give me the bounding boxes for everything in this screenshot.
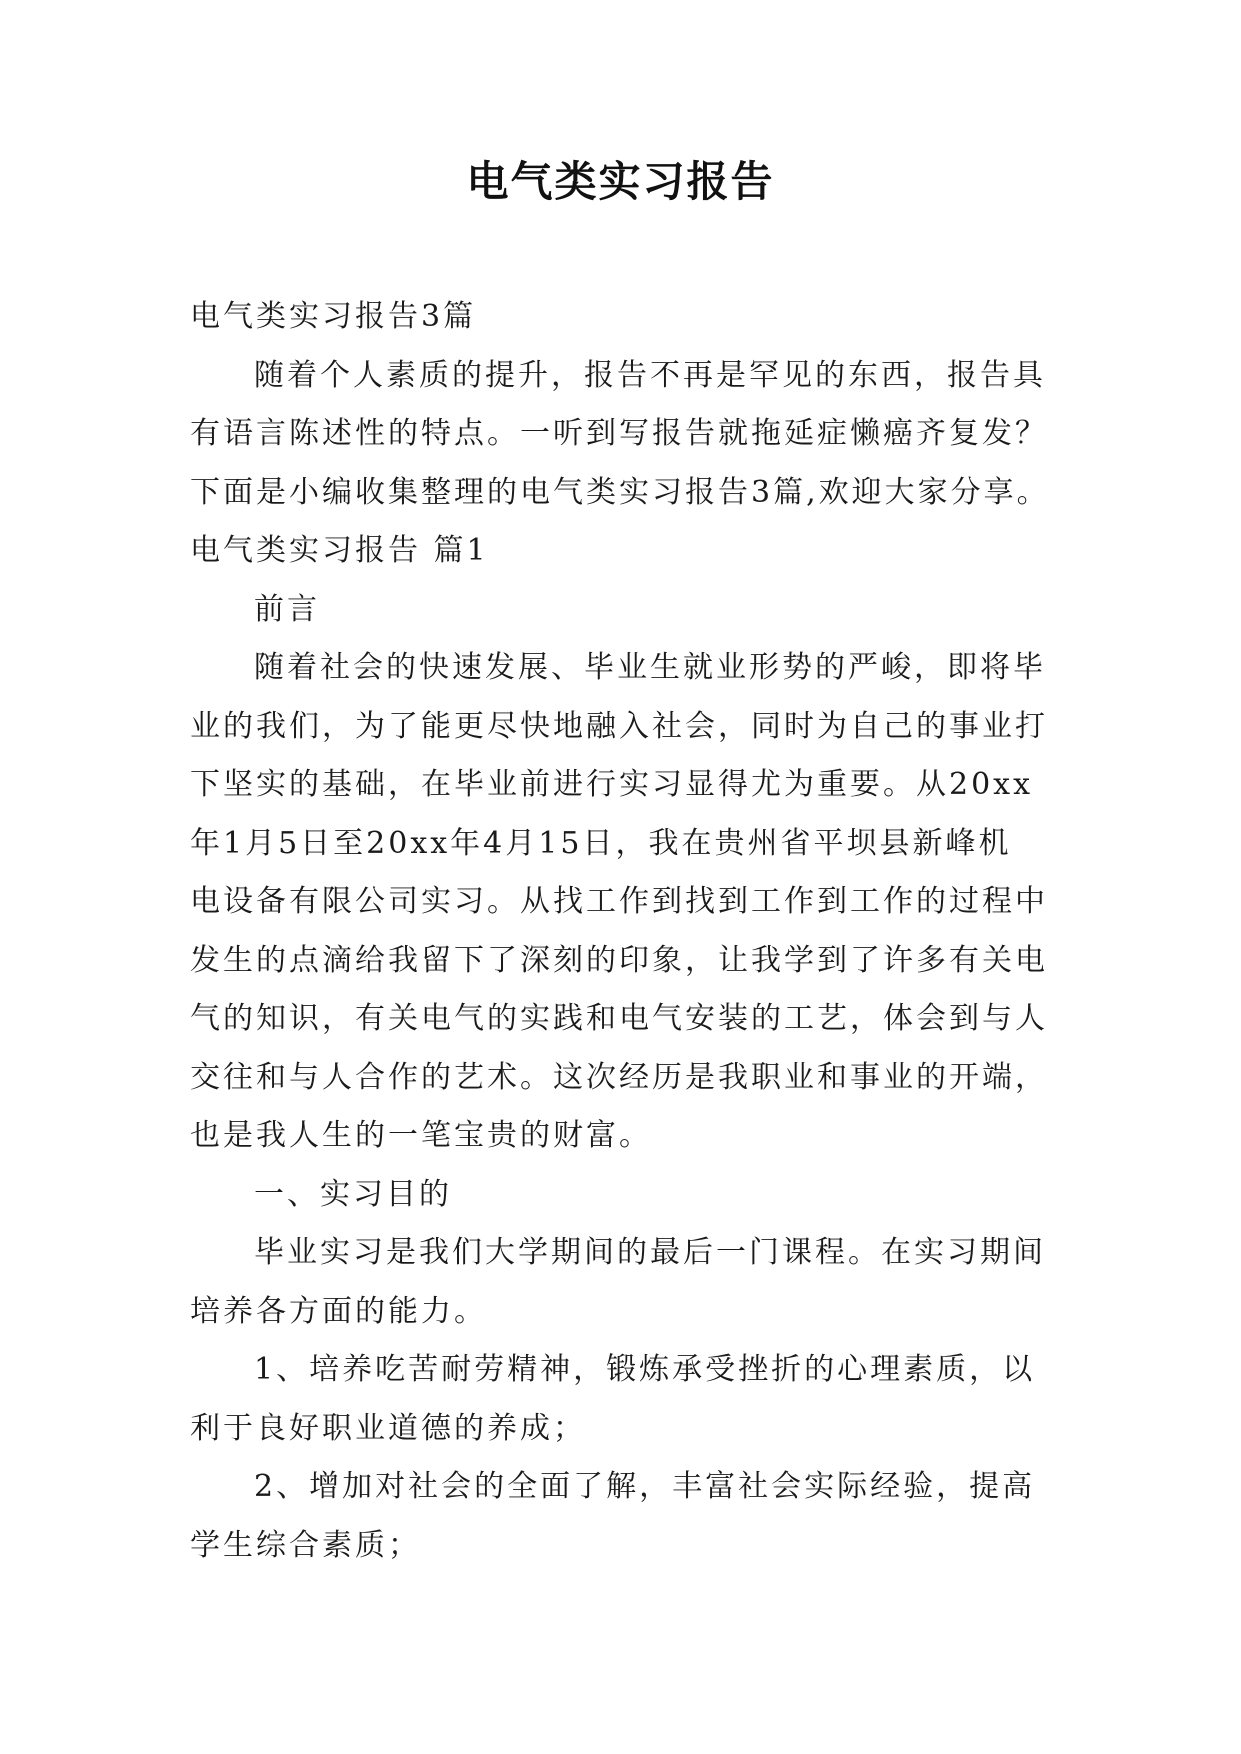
preface-heading: 前言 (254, 591, 320, 627)
list-item-line: 利于良好职业道德的养成； (190, 1410, 586, 1446)
subtitle-line: 电气类实习报告3篇 (190, 299, 477, 334)
list-item-line: 1、培养吃苦耐劳精神，锻炼承受挫折的心理素质，以 (254, 1352, 1036, 1387)
preface-paragraph-line: 下坚实的基础，在毕业前进行实习显得尤为重要。从20xx (190, 767, 1034, 802)
preface-paragraph-line: 电设备有限公司实习。从找工作到找到工作到工作的过程中 (190, 884, 1048, 919)
preface-paragraph-line: 随着社会的快速发展、毕业生就业形势的严峻，即将毕 (254, 650, 1046, 685)
list-item-line: 2、增加对社会的全面了解，丰富社会实际经验，提高 (254, 1469, 1036, 1504)
preface-paragraph-line: 气的知识，有关电气的实践和电气安装的工艺，体会到与人 (190, 1001, 1048, 1036)
preface-paragraph-line: 年1月5日至20xx年4月15日，我在贵州省平坝县新峰机 (190, 825, 1012, 861)
purpose-heading: 一、实习目的 (254, 1176, 452, 1212)
preface-paragraph-line: 也是我人生的一笔宝贵的财富。 (190, 1118, 652, 1153)
document-title: 电气类实习报告 (466, 157, 775, 206)
preface-paragraph-line: 发生的点滴给我留下了深刻的印象，让我学到了许多有关电 (190, 942, 1048, 978)
list-item-line: 学生综合素质； (190, 1527, 421, 1563)
purpose-paragraph-line: 毕业实习是我们大学期间的最后一门课程。在实习期间 (254, 1235, 1046, 1270)
intro-paragraph-line: 有语言陈述性的特点。一听到写报告就拖延症懒癌齐复发？ (190, 416, 1048, 451)
purpose-paragraph-line: 培养各方面的能力。 (190, 1293, 487, 1329)
preface-paragraph-line: 业的我们，为了能更尽快地融入社会，同时为自己的事业打 (190, 708, 1048, 744)
preface-paragraph-line: 交往和与人合作的艺术。这次经历是我职业和事业的开端， (190, 1059, 1048, 1095)
document-body (190, 288, 1050, 1575)
intro-paragraph-line: 随着个人素质的提升，报告不再是罕见的东西，报告具 (254, 357, 1046, 393)
intro-paragraph-line: 下面是小编收集整理的电气类实习报告3篇,欢迎大家分享。 (190, 474, 1050, 510)
section-heading: 电气类实习报告 篇1 (190, 533, 489, 568)
